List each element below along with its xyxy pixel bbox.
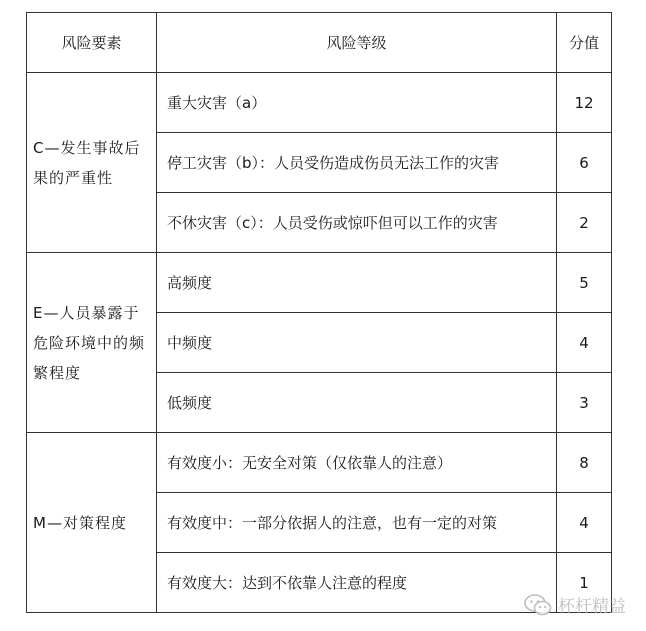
- table-header-row: [27, 13, 612, 73]
- level-cell: 有效度小：无安全对策（仅依靠人的注意）: [157, 433, 557, 493]
- score-cell: 12: [557, 73, 612, 133]
- watermark-text: 杯杆精益: [558, 597, 626, 617]
- score-cell: 1: [557, 553, 612, 613]
- score-cell: 5: [557, 253, 612, 313]
- level-cell: 低频度: [157, 373, 557, 433]
- score-cell: 4: [557, 493, 612, 553]
- wechat-icon: [524, 594, 552, 616]
- header-score: 分值: [557, 13, 612, 73]
- level-cell: 不休灾害（c）：人员受伤或惊吓但可以工作的灾害: [157, 193, 557, 253]
- factor-cell-e: E—人员暴露于危险环境中的频繁程度: [27, 253, 157, 433]
- level-cell: 有效度大：达到不依靠人注意的程度: [157, 553, 557, 613]
- score-cell: 8: [557, 433, 612, 493]
- factor-cell-c: C—发生事故后果的严重性: [27, 73, 157, 253]
- score-cell: 4: [557, 313, 612, 373]
- header-level: 风险等级: [157, 13, 557, 73]
- factor-cell-m: M—对策程度: [27, 433, 157, 613]
- score-cell: 6: [557, 133, 612, 193]
- header-factor: 风险要素: [27, 13, 157, 73]
- level-cell: 有效度中：一部分依据人的注意，也有一定的对策: [157, 493, 557, 553]
- level-cell: 停工灾害（b）：人员受伤造成伤员无法工作的灾害: [157, 133, 557, 193]
- score-cell: 2: [557, 193, 612, 253]
- table-row: [27, 253, 612, 313]
- level-cell: 中频度: [157, 313, 557, 373]
- table-row: [27, 73, 612, 133]
- score-cell: 3: [557, 373, 612, 433]
- watermark: [524, 592, 626, 617]
- table-row: [27, 433, 612, 493]
- risk-table: [26, 12, 612, 613]
- level-cell: 重大灾害（a）: [157, 73, 557, 133]
- level-cell: 高频度: [157, 253, 557, 313]
